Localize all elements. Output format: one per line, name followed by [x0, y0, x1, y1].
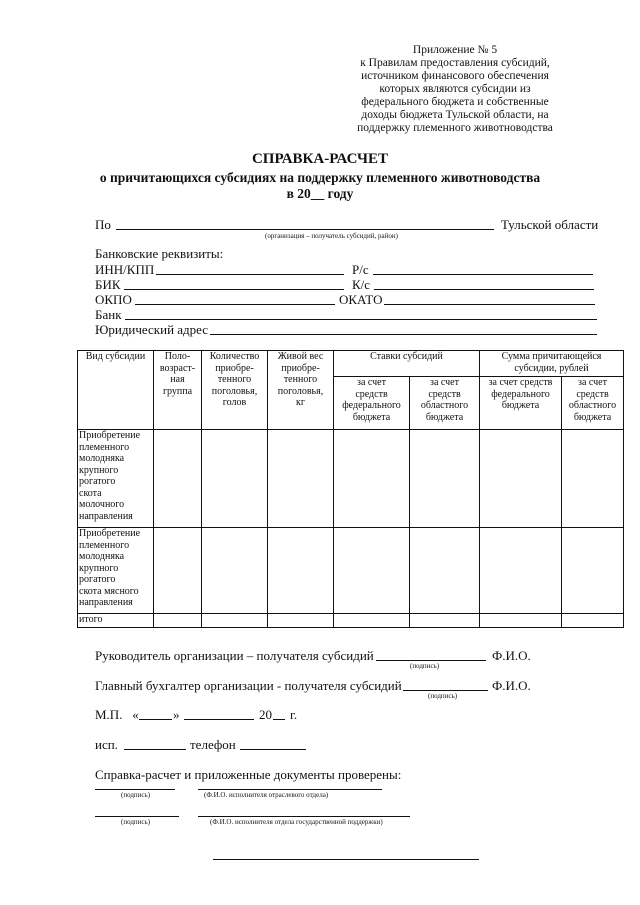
table-cell[interactable]	[480, 528, 562, 614]
table-cell[interactable]	[562, 614, 624, 628]
document-title: СПРАВКА-РАСЧЕТ	[251, 151, 389, 167]
appendix-line: доходы бюджета Тульской области, на	[361, 109, 549, 121]
date-month-field[interactable]	[184, 719, 254, 720]
table-cell[interactable]	[268, 430, 334, 528]
ks-field[interactable]	[374, 289, 594, 290]
table-cell[interactable]	[480, 614, 562, 628]
table-cell[interactable]	[202, 430, 268, 528]
header-rates: Ставки субсидий	[334, 351, 480, 377]
bank-heading: Банковские реквизиты:	[95, 246, 224, 261]
head-fio: Ф.И.О.	[492, 648, 531, 663]
rs-label: Р/с	[352, 262, 369, 277]
bottom-rule	[213, 859, 479, 860]
appendix-line: источником финансового обеспечения	[361, 70, 549, 82]
okpo-field[interactable]	[135, 304, 335, 305]
bank-label: Банк	[95, 307, 122, 322]
table-cell[interactable]	[154, 528, 202, 614]
accountant-label: Главный бухгалтер организации - получателя субсидий	[95, 678, 402, 693]
mp-year-suffix: г.	[290, 707, 298, 722]
appendix-line: федерального бюджета и собственные	[361, 96, 549, 108]
table-cell[interactable]	[480, 430, 562, 528]
accountant-signature-field[interactable]	[403, 690, 488, 691]
executor-label: исп.	[95, 737, 118, 752]
header-sum-federal: за счет средств федерального бюджета	[480, 377, 562, 430]
head-sign-caption: (подпись)	[410, 662, 440, 670]
table-cell[interactable]	[410, 614, 480, 628]
appendix-line: поддержку племенного животноводства	[357, 122, 553, 134]
date-day-field[interactable]	[139, 719, 172, 720]
phone-field[interactable]	[240, 749, 306, 750]
checker2-signature-field[interactable]	[95, 816, 179, 817]
header-sum-regional: за счет средств областного бюджета	[562, 377, 624, 430]
date-year-field[interactable]	[273, 719, 285, 720]
document-subtitle: о причитающихся субсидиях на поддержку племенного животноводства	[99, 170, 541, 185]
table-cell[interactable]	[154, 430, 202, 528]
checker1-sign-caption: (подпись)	[121, 791, 151, 799]
recipient-field[interactable]	[116, 229, 494, 230]
okato-label: ОКАТО	[339, 292, 383, 307]
appendix-line: Приложение № 5	[412, 44, 498, 56]
checker1-name-field[interactable]	[198, 789, 382, 790]
address-label: Юридический адрес	[95, 322, 209, 337]
table-row	[78, 430, 624, 528]
inn-label: ИНН/КПП	[95, 262, 155, 277]
table-cell[interactable]	[334, 430, 410, 528]
header-sum: Сумма причитающейся субсидии, рублей	[480, 351, 624, 377]
table-row	[78, 528, 624, 614]
mp-quote: »	[173, 707, 180, 722]
bik-label: БИК	[95, 277, 121, 292]
table-cell[interactable]	[334, 528, 410, 614]
table-cell[interactable]	[410, 528, 480, 614]
table-cell[interactable]	[562, 430, 624, 528]
rs-field[interactable]	[373, 274, 593, 275]
head-label: Руководитель организации – получателя субсидий	[95, 648, 374, 663]
checker2-name-field[interactable]	[198, 816, 410, 817]
checker1-name-caption: (Ф.И.О. исполнителя отраслевого отдела)	[204, 791, 329, 799]
header-rate-federal: за счет средств федерального бюджета	[334, 377, 410, 430]
table-cell[interactable]	[268, 528, 334, 614]
checker1-signature-field[interactable]	[95, 789, 175, 790]
accountant-sign-caption: (подпись)	[428, 692, 458, 700]
recipient-caption: (организация – получатель субсидий, район)	[265, 232, 398, 240]
appendix-line: которых являются субсидии из	[379, 83, 531, 95]
header-quantity: Количество приобре- тенного поголовья, голов	[202, 351, 268, 430]
checker2-sign-caption: (подпись)	[121, 818, 151, 826]
table-cell[interactable]	[202, 614, 268, 628]
header-live-weight: Живой вес приобре- тенного поголовья, кг	[268, 351, 334, 430]
row-total-label: итого	[78, 614, 154, 628]
row-beef-label: Приобретение племенного молодняка крупного рогатого скота мясного направления	[78, 528, 154, 614]
recipient-prefix: По	[95, 217, 111, 232]
inn-field[interactable]	[156, 274, 344, 275]
table-cell[interactable]	[202, 528, 268, 614]
address-field[interactable]	[210, 334, 597, 335]
appendix-note	[330, 44, 580, 135]
accountant-fio: Ф.И.О.	[492, 678, 531, 693]
table-cell[interactable]	[410, 430, 480, 528]
head-signature-field[interactable]	[376, 660, 486, 661]
document-year: в 20__ году	[286, 186, 354, 201]
table-cell[interactable]	[154, 614, 202, 628]
header-age-group: Поло- возраст- ная группа	[154, 351, 202, 430]
row-dairy-label: Приобретение племенного молодняка крупного рогатого скота молочного направления	[78, 430, 154, 528]
mp-label: М.П. «	[95, 707, 139, 722]
checker2-name-caption: (Ф.И.О. исполнителя отдела государственной поддержки)	[210, 818, 383, 826]
table-row-total	[78, 614, 624, 628]
table-cell[interactable]	[334, 614, 410, 628]
okato-field[interactable]	[384, 304, 595, 305]
table-cell[interactable]	[268, 614, 334, 628]
executor-field[interactable]	[124, 749, 186, 750]
mp-year-prefix: 20	[259, 707, 272, 722]
bik-field[interactable]	[124, 289, 344, 290]
phone-label: телефон	[190, 737, 236, 752]
recipient-suffix: Тульской области	[501, 217, 599, 232]
header-subsidy-type: Вид субсидии	[78, 351, 154, 430]
table-cell[interactable]	[562, 528, 624, 614]
appendix-line: к Правилам предоставления субсидий,	[360, 57, 550, 69]
header-rate-regional: за счет средств областного бюджета	[410, 377, 480, 430]
okpo-label: ОКПО	[95, 292, 132, 307]
ks-label: К/с	[352, 277, 371, 292]
subsidy-table	[77, 350, 624, 628]
bank-field[interactable]	[125, 319, 597, 320]
checked-label: Справка-расчет и приложенные документы проверены:	[95, 767, 402, 782]
